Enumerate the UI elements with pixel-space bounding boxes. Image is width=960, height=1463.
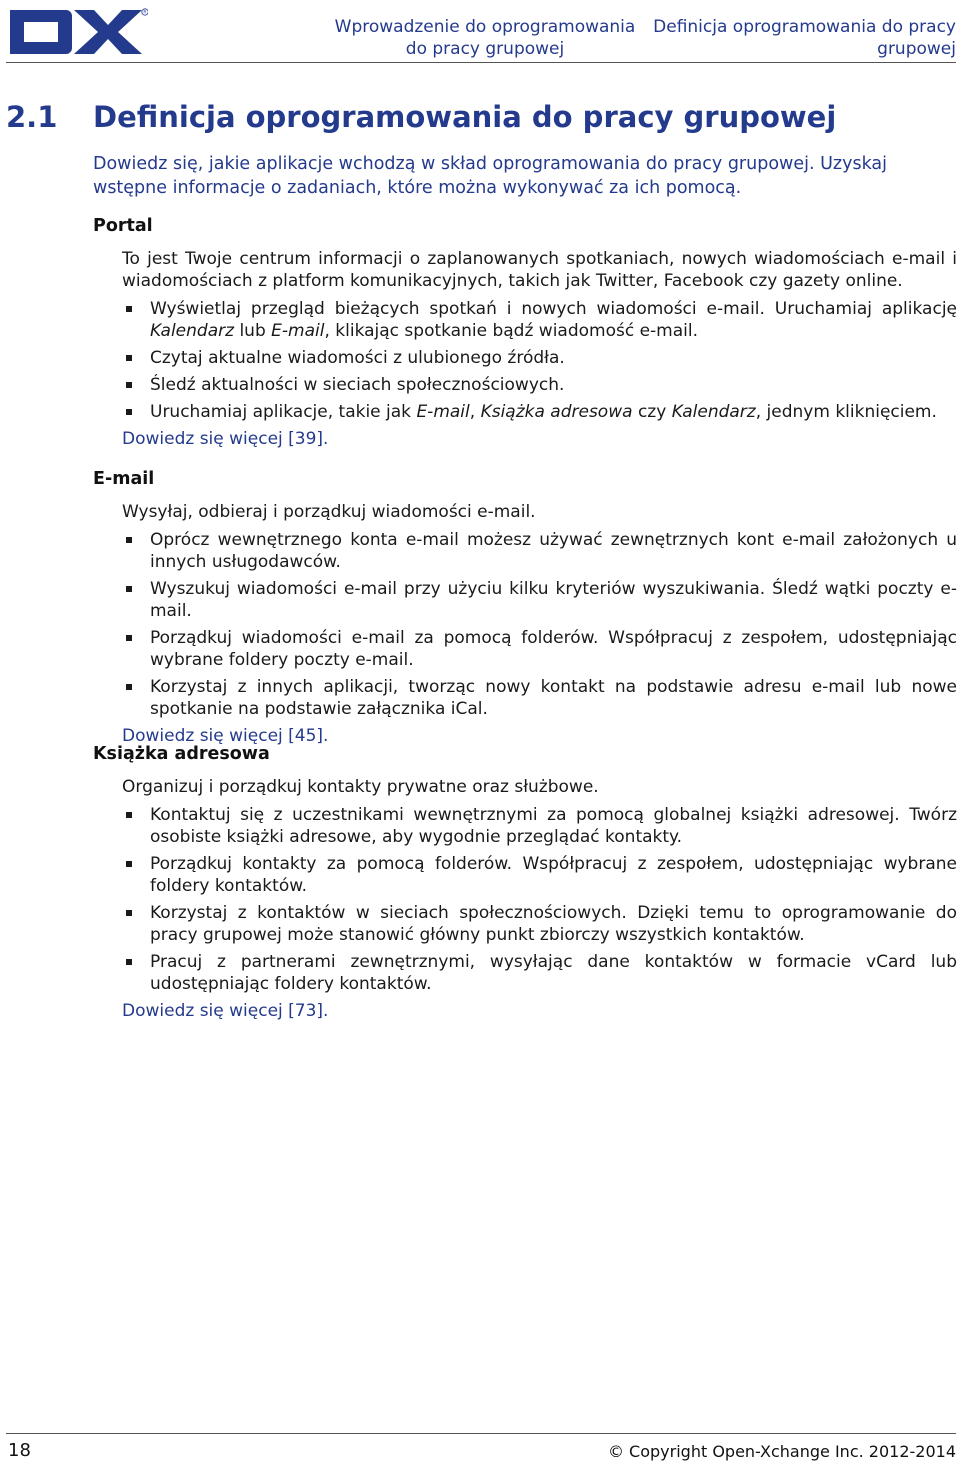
- section-intro: Dowiedz się, jakie aplikacje wchodzą w skład oprogramowania do pracy grupowej. Uzyskaj wstępne informacje o zadaniach, które można wykonywać za ich pomocą.: [93, 154, 887, 198]
- copyright-notice: © Copyright Open-Xchange Inc. 2012-2014: [607, 1442, 956, 1461]
- bullet-icon: [126, 635, 132, 641]
- section-number: 2.1: [6, 100, 58, 134]
- list-item: Korzystaj z innych aplikacji, tworząc nowy kontakt na podstawie adresu e-mail lub nowe spotkanie na podstawie załącznika iCal.: [122, 676, 957, 720]
- list-item: Korzystaj z kontaktów w sieciach społecznościowych. Dzięki temu to oprogramowanie do pracy grupowej może stanowić główny punkt zbiorczy wszystkich kontaktów.: [122, 902, 957, 946]
- bullet-icon: [126, 812, 132, 818]
- learn-more-link-email[interactable]: Dowiedz się więcej [45].: [122, 726, 329, 746]
- header-divider: [6, 62, 956, 63]
- email-description: [122, 501, 957, 753]
- app-name-email: E-mail: [416, 402, 470, 422]
- ox-logo: [6, 6, 148, 58]
- bullet-icon: [126, 910, 132, 916]
- addressbook-desc-text: Organizuj i porządkuj kontakty prywatne oraz służbowe.: [122, 777, 599, 797]
- bullet-icon: [126, 684, 132, 690]
- bullet-icon: [126, 959, 132, 965]
- term-portal: Portal: [93, 216, 153, 236]
- list-item: Oprócz wewnętrznego konta e-mail możesz używać zewnętrznych kont e-mail założonych u innych usługodawców.: [122, 529, 957, 573]
- email-list: [122, 529, 957, 720]
- list-item: Porządkuj wiadomości e-mail za pomocą folderów. Współpracuj z zespołem, udostępniając wybrane foldery poczty e-mail.: [122, 627, 957, 671]
- footer-divider: [6, 1433, 956, 1434]
- addressbook-description: [122, 776, 957, 1028]
- list-item: Śledź aktualności w sieciach społecznościowych.: [122, 374, 957, 396]
- page-number: 18: [8, 1440, 31, 1461]
- bullet-icon: [126, 861, 132, 867]
- page-header: [0, 0, 960, 64]
- bullet-icon: [126, 409, 132, 415]
- addressbook-list: [122, 804, 957, 995]
- list-item: Wyświetlaj przegląd bieżących spotkań i nowych wiadomości e-mail. Uruchamiaj aplikację Kalendarz lub E-mail, klikając spotkanie bądź wiadomość e-mail.: [122, 298, 957, 342]
- app-name-calendar: Kalendarz: [150, 321, 235, 341]
- list-item: Wyszukuj wiadomości e-mail przy użyciu kilku kryteriów wyszukiwania. Śledź wątki poczty e-mail.: [122, 578, 957, 622]
- header-chapter-title: Wprowadzenie do oprogramowania do pracy grupowej: [334, 17, 636, 59]
- email-desc-text: Wysyłaj, odbieraj i porządkuj wiadomości e-mail.: [122, 502, 536, 522]
- bullet-icon: [126, 537, 132, 543]
- app-name-calendar: Kalendarz: [671, 402, 756, 422]
- portal-list: [122, 298, 957, 423]
- list-item: Czytaj aktualne wiadomości z ulubionego źródła.: [122, 347, 957, 369]
- section-title: Definicja oprogramowania do pracy grupowej: [93, 100, 837, 134]
- bullet-icon: [126, 355, 132, 361]
- app-name-email: E-mail: [271, 321, 325, 341]
- list-item: Uruchamiaj aplikacje, takie jak E-mail, Książka adresowa czy Kalendarz, jednym kliknięciem.: [122, 401, 957, 423]
- list-item: Pracuj z partnerami zewnętrznymi, wysyłając dane kontaktów w formacie vCard lub udostępniając foldery kontaktów.: [122, 951, 957, 995]
- list-item: Porządkuj kontakty za pomocą folderów. Współpracuj z zespołem, udostępniając wybrane foldery kontaktów.: [122, 853, 957, 897]
- header-section-title: Definicja oprogramowania do pracy grupowej: [653, 17, 956, 59]
- learn-more-link-addressbook[interactable]: Dowiedz się więcej [73].: [122, 1001, 329, 1021]
- term-addressbook: Książka adresowa: [93, 744, 270, 764]
- svg-text:R: R: [143, 10, 147, 16]
- term-email: E-mail: [93, 469, 155, 489]
- portal-description: [122, 248, 957, 456]
- app-name-addressbook: Książka adresowa: [480, 402, 633, 422]
- bullet-icon: [126, 586, 132, 592]
- bullet-icon: [126, 382, 132, 388]
- portal-desc-text: To jest Twoje centrum informacji o zaplanowanych spotkaniach, nowych wiadomościach e-mail i wiadomościach z platform komunikacyjnych, takich jak Twitter, Facebook czy gazety online.: [122, 249, 957, 291]
- bullet-icon: [126, 306, 132, 312]
- list-item: Kontaktuj się z uczestnikami wewnętrznymi za pomocą globalnej książki adresowej. Twórz osobiste książki adresowe, aby wygodnie przeglądać kontakty.: [122, 804, 957, 848]
- learn-more-link-portal[interactable]: Dowiedz się więcej [39].: [122, 429, 329, 449]
